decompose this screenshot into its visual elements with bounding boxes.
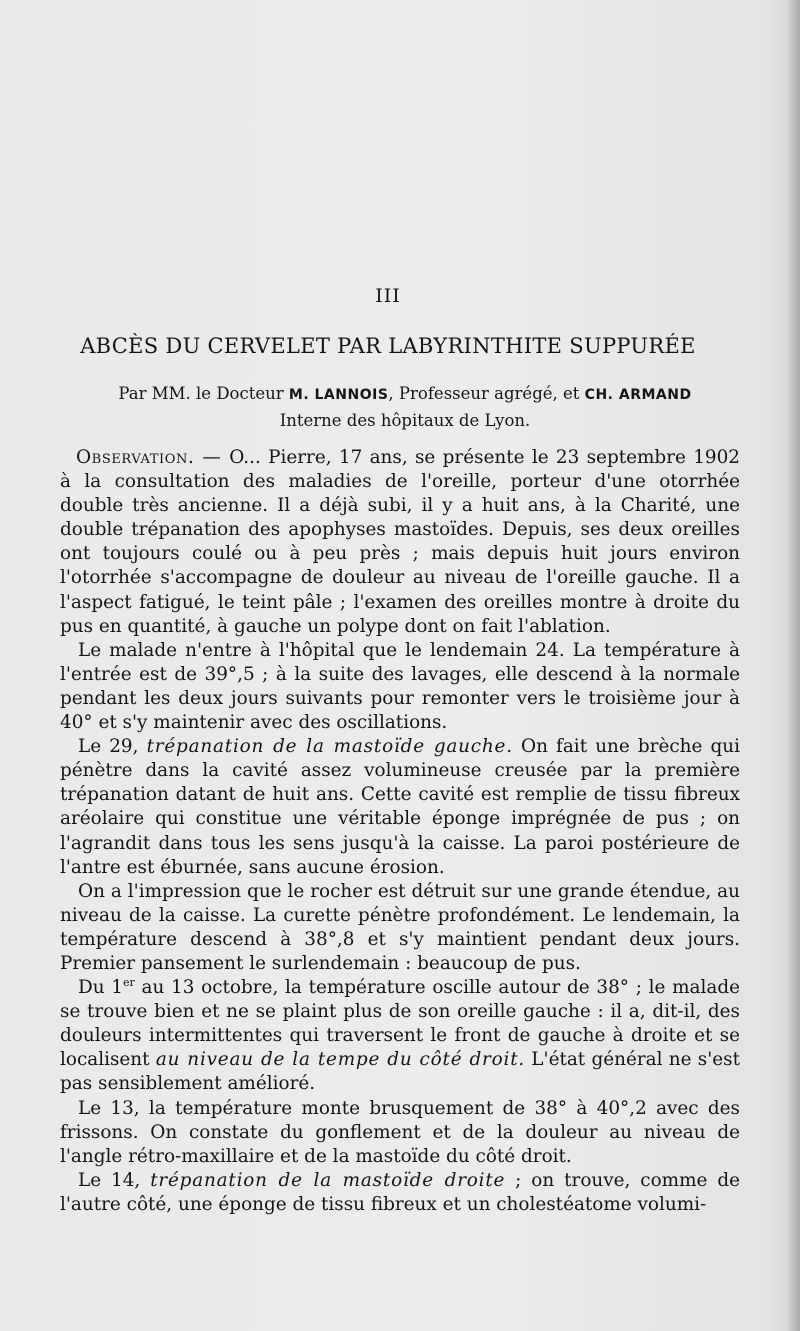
paragraph — [60, 446, 740, 639]
byline — [80, 381, 730, 433]
emphasis: au niveau de la tempe du côté droit. — [155, 1049, 526, 1071]
ordinal-suffix: er — [123, 975, 135, 989]
paragraph-text: L'état général ne s'est pas sensiblement amélioré. — [60, 1049, 740, 1095]
paragraph: Le malade n'entre à l'hôpital que le lendemain 24. La température à l'entrée est de 39°,5 ; à la suite des lavages, elle descend à la normale pendant les deux jours suivants pour remonter vers le troisième jour à 40° et s'y maintenir avec des oscillations. — [60, 639, 740, 734]
paragraph: Le 13, la température monte brusquement de 38° à 40°,2 avec des frissons. On constate du gonflement et de la douleur au niveau de l'angle rétro-maxillaire et de la mastoïde du côté droit. — [60, 1097, 740, 1167]
chapter-number: III — [375, 285, 401, 307]
page-edge-shadow — [786, 0, 800, 1331]
paragraph-text: O... Pierre, 17 ans, se présente le 23 septembre 1902 à la consultation des maladies de l'oreille, porteur d'une otorrhée double très ancienne. Il a déjà subi, il y a huit ans, à la Charité, une double trépanation des apophyses mastoïdes. Depuis, ses deux oreilles ont toujours coulé ou à peu près ; mais depuis huit jours environ l'otorrhée s'accompagne de douleur au niveau de l'oreille gauche. Il a l'aspect fatigué, le teint pâle ; l'examen des oreilles montre à droite du pus en quantité, à gauche un polype dont on fait l'ablation. — [60, 447, 740, 637]
affiliation: Interne des hôpitaux de Lyon. — [279, 411, 531, 430]
emphasis: trépanation de la mastoïde gauche. — [146, 736, 513, 758]
author-armand: CH. ARMAND — [584, 387, 692, 403]
paragraph-text: On fait une brèche qui pénètre dans la cavité assez volumineuse creusée par la première trépanation datant de huit ans. Cette cavité est remplie de tissu fibreux aréolaire qui constitue une véritable éponge imprégnée de pus ; on l'agrandit dans tous les sens jusqu'à la caisse. La paroi postérieure de l'antre est éburnée, sans aucune érosion. — [60, 736, 740, 878]
article-title: ABCÈS DU CERVELET PAR LABYRINTHITE SUPPURÉE — [80, 334, 696, 358]
body-text — [60, 446, 740, 1217]
paragraph-text: Du 1 — [78, 977, 124, 999]
authors-line — [80, 381, 730, 408]
byline-middle: , Professeur agrégé, et — [388, 384, 585, 403]
paragraph — [60, 735, 740, 880]
paragraph-text: Le 14, — [78, 1169, 151, 1191]
byline-prefix: Par MM. le Docteur — [118, 384, 289, 403]
observation-label: Observation. — — [76, 447, 230, 468]
paragraph-text: au 13 octobre, la température oscille autour de 38° ; le malade se trouve bien et ne se plaint plus de son oreille gauche : il a, dit-il, des douleurs intermittentes qui traversent le front de gauche à droite et se localisent — [60, 977, 741, 1071]
paragraph: On a l'impression que le rocher est détruit sur une grande étendue, au niveau de la caisse. La curette pénètre profondément. Le lendemain, la température descend à 38°,8 et s'y maintient pendant deux jours. Premier pansement le surlendemain : beaucoup de pus. — [60, 880, 740, 974]
emphasis: trépanation de la mastoïde droite — [150, 1169, 506, 1191]
paragraph-text: Le 29, — [78, 736, 147, 758]
paragraph — [60, 1169, 740, 1217]
paragraph — [60, 976, 740, 1096]
paragraph-text: ; on trouve, comme de l'autre côté, une éponge de tissu fibreux et un cholestéatome volumi- — [60, 1169, 740, 1215]
author-lannois: M. LANNOIS — [288, 387, 389, 403]
